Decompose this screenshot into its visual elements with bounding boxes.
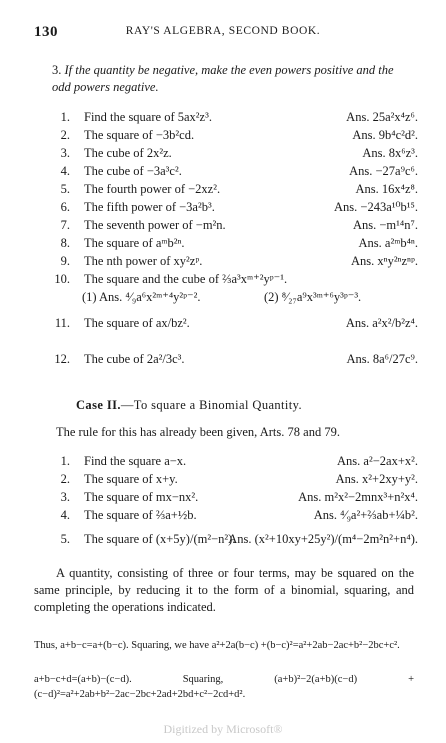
exercise-row bbox=[34, 452, 418, 470]
page-number: 130 bbox=[34, 24, 58, 40]
exercise-row bbox=[34, 530, 418, 548]
exercise-answer: (2) ⁸⁄₂₇a⁹x³ᵐ⁺⁶y³ᵖ⁻³. bbox=[264, 290, 362, 304]
exercise-row bbox=[34, 180, 418, 198]
exercise-question: The square of mx−nx². bbox=[84, 490, 199, 504]
exercise-number: 6. bbox=[60, 200, 70, 214]
exercise-number: 7. bbox=[60, 218, 70, 232]
exercise-number: 3. bbox=[60, 146, 70, 160]
exercise-question: The square and the cube of ⅔a³xᵐ⁺²yᵖ⁻¹. bbox=[84, 272, 288, 286]
exercise-row bbox=[34, 252, 418, 270]
exercise-number: 9. bbox=[60, 254, 70, 268]
exercise-answer: Ans. 8x⁶z³. bbox=[362, 146, 418, 160]
exercise-answer: Ans. −243a¹⁰b¹⁵. bbox=[334, 200, 418, 214]
exercise-row bbox=[34, 126, 418, 144]
exercise-question: The square of (x+5y)/(m²−n²). bbox=[84, 532, 236, 546]
exercise-ten-answers bbox=[34, 288, 418, 306]
section-heading bbox=[76, 398, 302, 413]
exercise-number: 11. bbox=[54, 316, 70, 330]
exercise-number: 1. bbox=[60, 454, 70, 468]
exercise-number: 4. bbox=[60, 508, 70, 522]
exercise-answer: Ans. a²x²/b²z⁴. bbox=[345, 316, 418, 330]
exercise-answer: Ans. −27a⁹c⁶. bbox=[349, 164, 418, 178]
exercise-number: 8. bbox=[60, 236, 70, 250]
exercise-question: Find the square a−x. bbox=[84, 454, 187, 468]
exercise-number: 2. bbox=[60, 128, 70, 142]
exercise-number: 2. bbox=[60, 472, 70, 486]
rule-three-text: If the quantity be negative, make the even powers positive and the odd powers negative. bbox=[52, 63, 394, 94]
exercise-row bbox=[34, 216, 418, 234]
exercise-answer: Ans. a²−2ax+x². bbox=[337, 454, 418, 468]
exercise-number: 10. bbox=[54, 272, 70, 286]
page-header bbox=[34, 24, 412, 44]
exercise-row bbox=[34, 350, 418, 368]
case-label: Case II. bbox=[76, 398, 121, 412]
rule-three bbox=[52, 62, 410, 96]
exercise-answer: Ans. xⁿy²ⁿzⁿᵖ. bbox=[350, 254, 418, 268]
exercise-question: The fifth power of −3a²b³. bbox=[84, 200, 215, 214]
exercise-answer: Ans. 9b⁴c²d². bbox=[352, 128, 418, 142]
exercise-question: The square of x+y. bbox=[84, 472, 178, 486]
exercise-answer: Ans. ⁴⁄₉a²+⅔ab+¼b². bbox=[313, 508, 418, 522]
exercise-row bbox=[34, 470, 418, 488]
exercise-row bbox=[34, 162, 418, 180]
exercise-row bbox=[34, 198, 418, 216]
exercise-row bbox=[34, 234, 418, 252]
exercise-row bbox=[34, 270, 418, 288]
rule-three-number: 3. bbox=[52, 63, 62, 77]
exercise-number: 5. bbox=[60, 532, 70, 546]
exercise-answer: Ans. 25a²x⁴z⁶. bbox=[346, 110, 418, 124]
exercise-question: The fourth power of −2xz². bbox=[84, 182, 221, 196]
exercise-question: The cube of 2a²/3c³. bbox=[84, 352, 185, 366]
exercise-question: The square of aᵐb²ⁿ. bbox=[84, 236, 185, 250]
rule-text: The rule for this has already been given, Arts. 78 and 79. bbox=[56, 425, 340, 439]
exercise-question: The seventh power of −m²n. bbox=[84, 218, 226, 232]
body-paragraph: A quantity, consisting of three or four terms, may be squared on the same principle, by reducing it to the form of a binomial, squaring, and completing the operations indicated. bbox=[34, 566, 414, 614]
exercise-answer: Ans. (x²+10xy+25y²)/(m⁴−2m²n²+n⁴). bbox=[228, 532, 418, 546]
exercise-answer: Ans. x²+2xy+y². bbox=[335, 472, 418, 486]
exercise-answer: Ans. 8a⁶/27c⁹. bbox=[346, 352, 418, 366]
exercise-answer: Ans. m²x²−2mnx³+n²x⁴. bbox=[298, 490, 418, 504]
exercise-number: 1. bbox=[60, 110, 70, 124]
exercise-number: 4. bbox=[60, 164, 70, 178]
exercise-answer: (1) Ans. ⁴⁄₉a⁶x²ᵐ⁺⁴y²ᵖ⁻². bbox=[82, 290, 201, 304]
exercise-row bbox=[34, 488, 418, 506]
case-title: —To square a Binomial Quantity. bbox=[120, 398, 303, 412]
exercise-number: 5. bbox=[60, 182, 70, 196]
exercise-question: The cube of −3a³c². bbox=[84, 164, 182, 178]
worked-example: a+b−c+d=(a+b)−(c−d). Squaring, (a+b)²−2(a+b)(c−d) +(c−d)²=a²+2ab+b²−2ac−2bc+2ad+2bd+c²−2cd+d². bbox=[34, 674, 414, 700]
exercise-number: 12. bbox=[54, 352, 70, 366]
exercise-answer: Ans. a²ᵐb⁴ⁿ. bbox=[358, 236, 418, 250]
exercise-question: The cube of 2x²z. bbox=[84, 146, 172, 160]
exercise-row bbox=[34, 506, 418, 524]
exercise-row bbox=[34, 108, 418, 126]
exercise-question: Find the square of 5ax²z³. bbox=[84, 110, 212, 124]
exercise-answer: Ans. 16x⁴z⁸. bbox=[355, 182, 418, 196]
exercise-question: The nth power of xy²zᵖ. bbox=[84, 254, 203, 268]
exercise-row bbox=[34, 144, 418, 162]
watermark: Digitized by Microsoft® bbox=[163, 722, 283, 736]
exercise-answer: Ans. −m¹⁴n⁷. bbox=[352, 218, 418, 232]
exercise-question: The square of ax/bz². bbox=[84, 316, 190, 330]
worked-example: Thus, a+b−c=a+(b−c). Squaring, we have a²+2a(b−c) +(b−c)²=a²+2ab−2ac+b²−2bc+c². bbox=[34, 640, 400, 651]
running-title: RAY'S ALGEBRA, SECOND BOOK. bbox=[125, 25, 321, 37]
exercise-number: 3. bbox=[60, 490, 70, 504]
exercise-question: The square of ⅔a+½b. bbox=[84, 508, 197, 522]
exercise-question: The square of −3b²cd. bbox=[84, 128, 195, 142]
exercise-row bbox=[34, 314, 418, 332]
